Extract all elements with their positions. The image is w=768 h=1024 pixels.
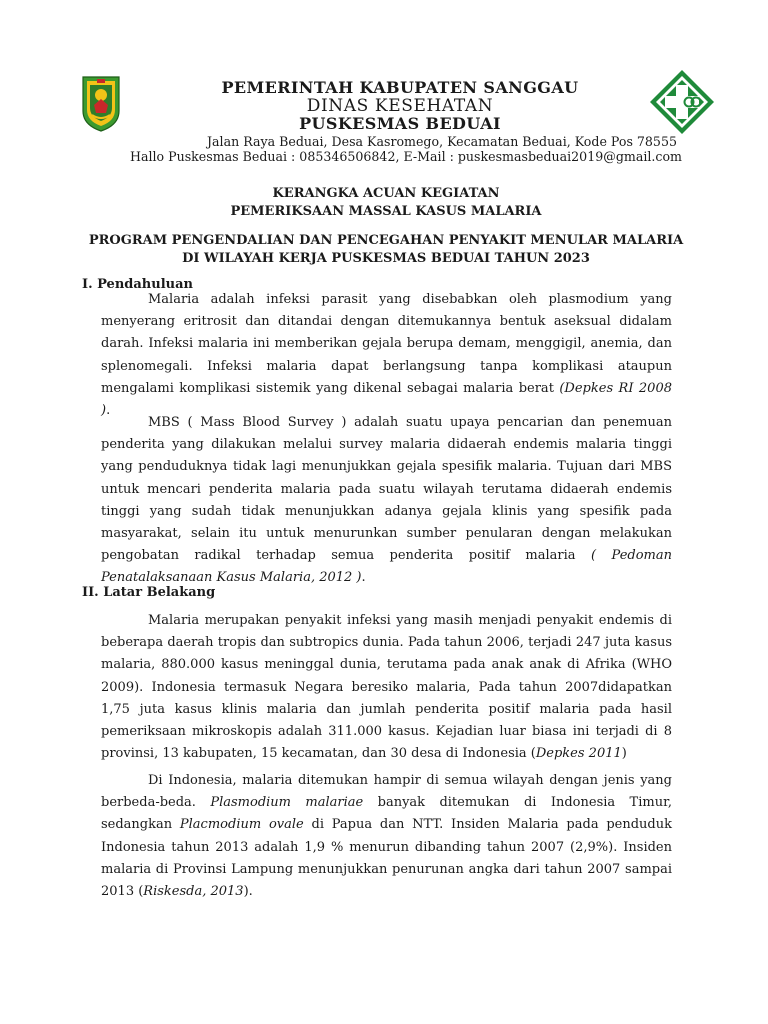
header-clinic-line: PUSKESMAS BEDUAI — [299, 114, 501, 133]
section-heading-latar-belakang: II. Latar Belakang — [82, 585, 216, 600]
species-name: Plasmodium malariae — [210, 795, 364, 811]
paragraph-malaria-epidemiology: Malaria merupakan penyakit infeksi yang masih menjadi penyakit endemis di beberapa daerah tropis dan subtropics dunia. Pada tahun 2006, terjadi 247 juta kasus malaria, 880.000 kasus meninggal dunia, terutama pada anak anak di Afrika (WHO 2009). Indonesia termasuk Negara beresiko malaria, Pada tahun 2007didapatkan 1,75 juta kasus klinis malaria dan jumlah penderita positif malaria pada hasil pemeriksaan mikroskopis adalah 311.000 kasus. Kejadian luar biasa ini terjadi di 8 provinsi, 13 kabupaten, 15 kecamatan, dan 30 desa di Indonesia (Depkes 2011) — [101, 613, 672, 762]
doc-title-1: KERANGKA ACUAN KEGIATAN — [272, 186, 500, 201]
doc-title-3: PROGRAM PENGENDALIAN DAN PENCEGAHAN PENYAKIT MENULAR MALARIA — [88, 233, 684, 248]
doc-title-4: DI WILAYAH KERJA PUSKESMAS BEDUAI TAHUN 2023 — [182, 251, 590, 266]
regency-emblem-logo — [80, 75, 122, 133]
citation: Riskesda, 2013 — [143, 884, 244, 900]
paragraph-mbs: MBS ( Mass Blood Survey ) adalah suatu upaya pencarian dan penemuan penderita yang dilakukan melalui survey malaria didaerah endemis malaria tinggi yang penduduknya tidak lagi menunjukkan gejala spesifik malaria. Tujuan dari MBS untuk mencari penderita malaria pada suatu wilayah terutama didaerah endemis tinggi yang sudah tidak menunjukkan adanya gejala klinis yang spesifik pada masyarakat, selain itu untuk menurunkan sumber penularan dengan melakukan pengobatan radikal terhadap semua penderita positif malaria ( Pedoman Penatalaksanaan Kasus Malaria, 2012 ). — [101, 415, 672, 586]
header-government-line: PEMERINTAH KABUPATEN SANGGAU — [221, 78, 579, 97]
section-heading-pendahuluan: I. Pendahuluan — [82, 277, 193, 292]
paragraph-malaria-definition: Malaria adalah infeksi parasit yang disebabkan oleh plasmodium yang menyerang eritrosit dan ditandai dengan ditemukannya bentuk aseksual didalam darah. Infeksi malaria ini memberikan gejala berupa demam, menggigil, anemia, dan splenomegali. Infeksi malaria dapat berlangsung tanpa komplikasi ataupun mengalami komplikasi sistemik yang dikenal sebagai malaria berat (Depkes RI 2008 ). — [101, 292, 672, 419]
header-contact: Hallo Puskesmas Beduai : 085346506842, E-Mail : puskesmasbeduai2019@gmail.com — [130, 149, 682, 164]
header-department-line: DINAS KESEHATAN — [306, 96, 494, 116]
header-address: Jalan Raya Beduai, Desa Kasromego, Kecamatan Beduai, Kode Pos 78555 — [207, 134, 677, 149]
paragraph-malaria-indonesia: Di Indonesia, malaria ditemukan hampir di semua wilayah dengan jenis yang berbeda-beda. Plasmodium malariae banyak ditemukan di Indonesia Timur, sedangkan Placmodium ovale di Papua dan NTT. Insiden Malaria pada penduduk Indonesia tahun 2013 adalah 1,9 % menurun dibanding tahun 2007 (2,9%). Insiden malaria di Provinsi Lampung menunjukkan penurunan angka dari tahun 2007 sampai 2013 (Riskesda, 2013). — [101, 773, 673, 900]
species-name: Placmodium ovale — [179, 817, 304, 833]
citation: ( Pedoman Penatalaksanaan Kasus Malaria, 2012 ) — [101, 548, 672, 586]
citation: (Depkes RI 2008 ) — [101, 380, 672, 419]
doc-title-2: PEMERIKSAAN MASSAL KASUS MALARIA — [230, 204, 542, 219]
puskesmas-logo — [648, 68, 716, 136]
citation: Depkes 2011 — [535, 746, 622, 762]
